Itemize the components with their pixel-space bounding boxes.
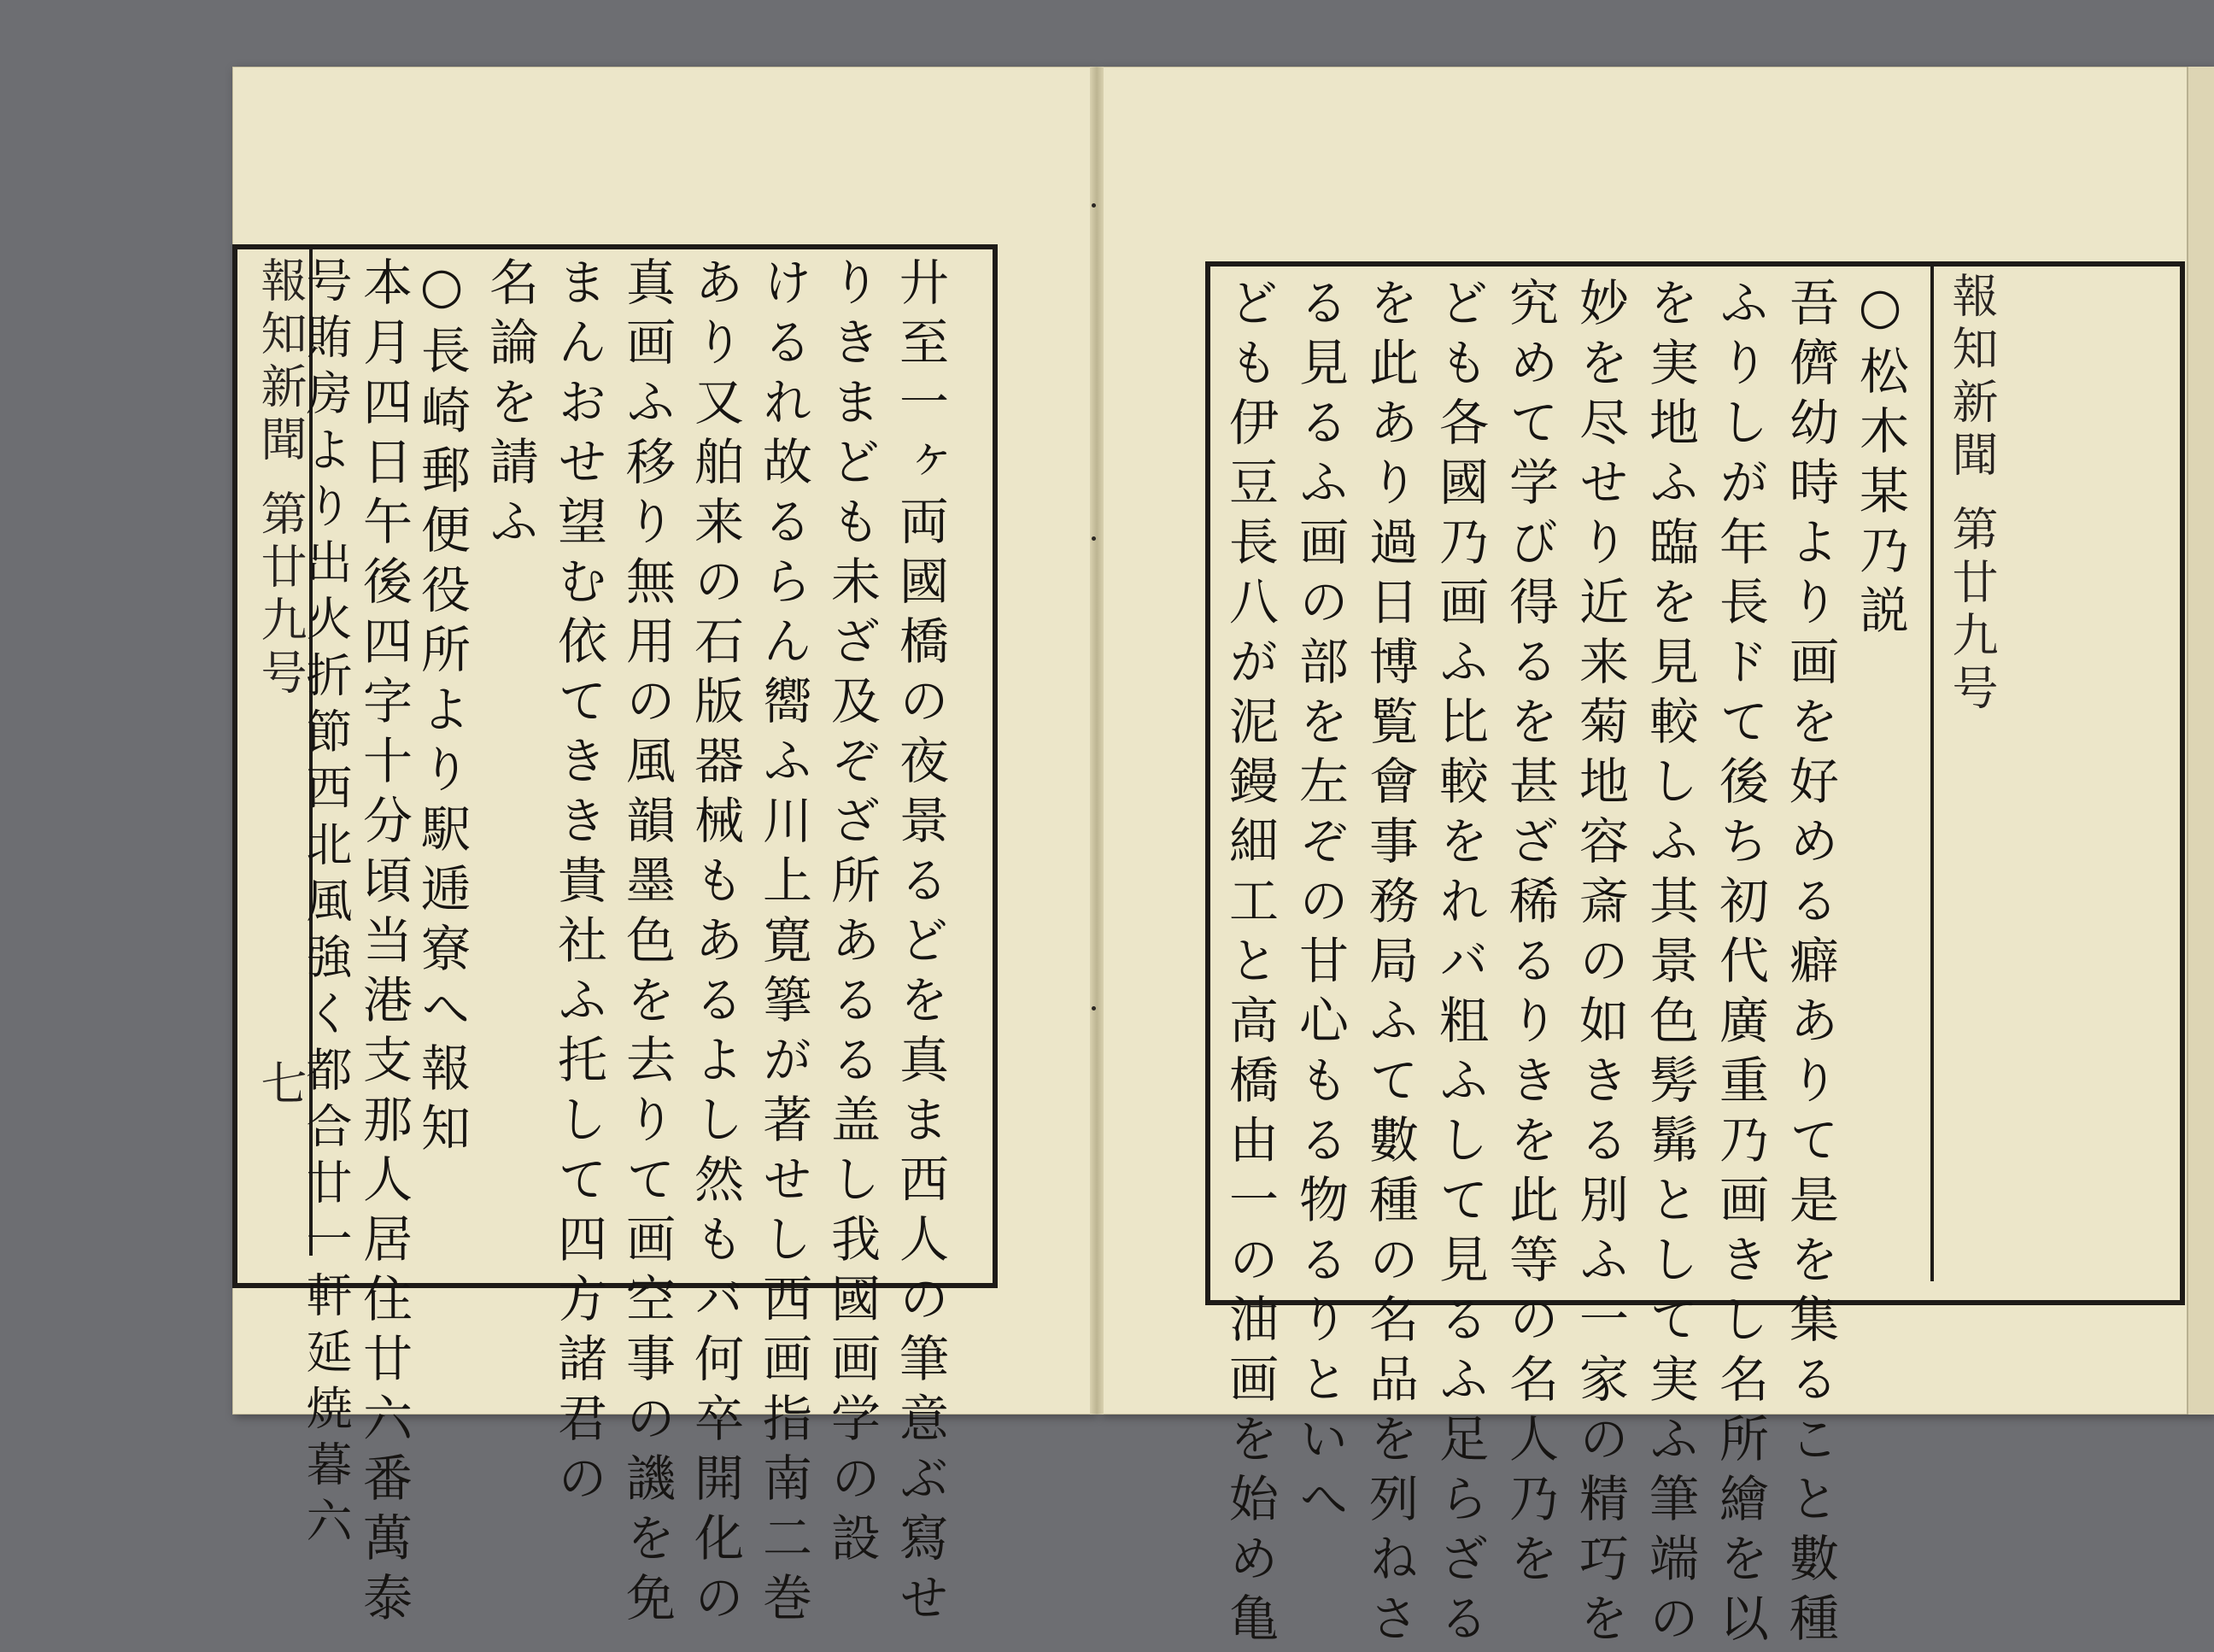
left-column-8: ○長崎郵便役所より駅逓寮へ報知 (413, 256, 471, 1162)
right-column-3: ふりしが年長ドて後ち初代廣重乃画きし名所繪を以 (1711, 277, 1769, 1652)
right-column-2: 吾儕幼時より画を好める癖ありて是を集ること數種 (1781, 277, 1839, 1652)
right-column-9: る見るふ画の部を左ぞの甘心もる物るりといへ (1291, 277, 1349, 1532)
right-column-4: を実地ふ臨を見較しふ其景色髣髴として実ふ筆端の (1641, 277, 1699, 1652)
right-column-1: ○松木某乃説 (1851, 277, 1909, 644)
right-column-5: 妙を尽せり近来菊地容斎の如きる別ふ一家の精巧を (1571, 277, 1629, 1652)
margin-rule (1930, 265, 1934, 1281)
left-margin-header: 報知新聞 第廿九号 (254, 256, 308, 702)
left-column-9: 本月四日午後四字十分頃当港支那人居住廿六番萬泰 (354, 256, 413, 1631)
right-column-6: 究めて学び得るを甚ざ稀るりきを此等の名人乃を (1501, 277, 1559, 1592)
left-column-2: りきまども未ざ及ぞざ所あるる盖し我國画学の設 (823, 256, 881, 1572)
left-column-6: まんおせ望む依てきき貴社ふ托して四方諸君の (549, 256, 607, 1512)
left-column-4: あり又舶来の石版器械もあるよし然もバ何卒開化の (686, 256, 744, 1631)
page-edge (2187, 67, 2214, 1415)
binding-hole (1092, 1006, 1096, 1011)
binding-hole (1092, 203, 1096, 208)
binding-hole (1092, 536, 1096, 541)
left-column-7: 名論を請ふ (481, 256, 539, 555)
right-margin-header: 報知新聞 第廿九号 (1945, 272, 1999, 718)
right-column-10: ども伊豆長八が泥鏝細工と高橋由一の油画を始め亀 (1221, 277, 1279, 1652)
left-column-3: けるれ故るらん嚮ふ川上寛篫が著せし西画指南二巻 (754, 256, 812, 1631)
right-column-7: ども各國乃画ふ比較をれバ粗ふして見るふ足らざる (1431, 277, 1489, 1652)
right-column-8: を此あり過日博覧會事務局ふて數種の名品を列ねさ (1361, 277, 1419, 1652)
left-column-10: 号賄房より出火折節西北風強く都合廿一軒延焼暮六 (299, 256, 353, 1553)
binding-gutter (1090, 67, 1104, 1415)
left-folio: 七 (254, 1059, 308, 1112)
left-column-1: 廾至一ヶ両國橋の夜景るどを真ま西人の筆意ぶ寫せ (891, 256, 949, 1631)
left-column-5: 真画ふ移り無用の風韻墨色を去りて画空事の譏を免 (618, 256, 676, 1631)
